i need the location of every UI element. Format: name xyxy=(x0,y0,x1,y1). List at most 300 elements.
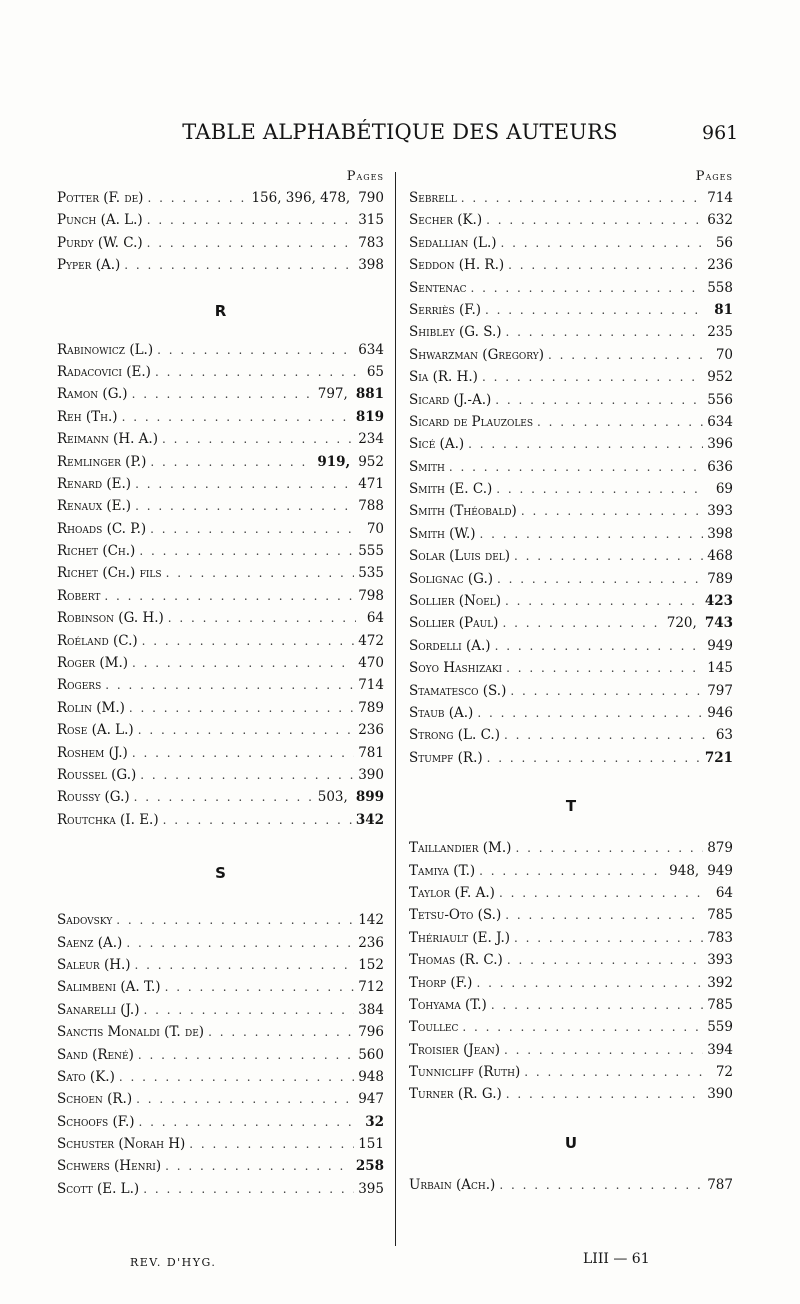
author-name: Stumpf (R.) xyxy=(409,749,483,766)
page-reference: 952 xyxy=(707,369,733,386)
page-reference: 743 xyxy=(704,615,733,632)
index-entry xyxy=(409,997,733,1019)
page-reference: 881 xyxy=(355,386,384,403)
author-name: Serriès (F.) xyxy=(409,301,482,318)
page-reference: 342 xyxy=(355,811,384,828)
author-name: Shibley (G. S.) xyxy=(409,324,502,341)
dot-leader xyxy=(136,1092,354,1106)
index-entry xyxy=(57,610,384,632)
dot-leader xyxy=(147,191,247,205)
index-entry xyxy=(409,727,733,749)
column-divider xyxy=(395,172,396,1246)
dot-leader xyxy=(135,958,355,972)
author-name: Routchka (I. E.) xyxy=(57,811,159,828)
author-name: Renard (E.) xyxy=(57,475,132,492)
dot-leader xyxy=(491,998,703,1012)
page-reference: 70 xyxy=(715,346,733,363)
dot-leader xyxy=(476,976,703,990)
page-reference: 64 xyxy=(715,884,733,901)
page-reference: 632 xyxy=(707,212,733,229)
section-letter-t: T xyxy=(565,797,577,816)
page-reference: 81 xyxy=(714,301,733,318)
dot-leader xyxy=(150,455,313,469)
page-reference: 721 xyxy=(704,749,733,766)
page-reference: 790 xyxy=(358,190,384,206)
author-name: Sicard (J.-A.) xyxy=(409,391,492,408)
dot-leader xyxy=(143,1182,354,1196)
author-name: Sentenac xyxy=(409,279,467,296)
dot-leader xyxy=(162,432,354,446)
author-name: Roger (M.) xyxy=(57,655,129,672)
page-reference: 393 xyxy=(707,503,733,520)
author-name: Saenz (A.) xyxy=(57,934,123,951)
page-reference: 879 xyxy=(707,840,733,857)
dot-leader xyxy=(140,768,354,782)
index-entry xyxy=(57,588,384,610)
author-name: Sordelli (A.) xyxy=(409,637,491,654)
index-entry xyxy=(57,935,384,957)
dot-leader xyxy=(461,191,703,205)
page-reference: 142 xyxy=(358,912,384,929)
dot-leader xyxy=(486,213,703,227)
author-name: Schoen (R.) xyxy=(57,1091,133,1108)
index-entry xyxy=(57,1114,384,1136)
dot-leader xyxy=(548,348,705,362)
author-name: Solignac (G.) xyxy=(409,570,494,587)
dot-leader xyxy=(477,706,703,720)
index-entry xyxy=(57,235,384,257)
author-name: Punch (A. L.) xyxy=(57,212,143,229)
page-reference: 712 xyxy=(358,979,384,996)
index-entry xyxy=(409,459,733,481)
dot-leader xyxy=(105,678,354,692)
footer-volume: LIII — 61 xyxy=(583,1251,650,1267)
author-name: Saleur (H.) xyxy=(57,956,131,973)
author-name: Sand (René) xyxy=(57,1046,134,1063)
page-reference: 714 xyxy=(707,190,733,206)
page-reference: 819 xyxy=(355,408,384,425)
author-name: Robert xyxy=(57,587,101,604)
dot-leader xyxy=(150,522,356,536)
page-reference: 470 xyxy=(358,655,384,672)
dot-leader xyxy=(497,572,703,586)
page-reference: 393 xyxy=(707,952,733,969)
index-entry xyxy=(57,431,384,453)
index-entry xyxy=(409,705,733,727)
page-reference: 32 xyxy=(365,1113,384,1130)
index-entry xyxy=(409,190,733,212)
dot-leader xyxy=(139,1115,356,1129)
page-reference: 946 xyxy=(707,704,733,721)
page-reference: 390 xyxy=(707,1086,733,1103)
additional-pages: 156, 396, 478, xyxy=(251,190,351,206)
author-name: Sollier (Noel) xyxy=(409,593,502,610)
dot-leader xyxy=(515,841,703,855)
dot-leader xyxy=(449,460,703,474)
index-entry xyxy=(409,280,733,302)
author-name: Rose (A. L.) xyxy=(57,722,134,739)
index-entry xyxy=(409,885,733,907)
dot-leader xyxy=(482,370,703,384)
index-entry xyxy=(57,543,384,565)
index-entry xyxy=(57,655,384,677)
author-name: Toullec xyxy=(409,1019,459,1036)
author-name: Seddon (H. R.) xyxy=(409,257,505,274)
dot-leader xyxy=(132,746,354,760)
dot-leader xyxy=(122,410,352,424)
index-entry xyxy=(57,745,384,767)
author-name: Purdy (W. C.) xyxy=(57,234,143,251)
author-name: Sanarelli (J.) xyxy=(57,1001,140,1018)
author-name: Ramon (G.) xyxy=(57,386,128,403)
index-entry xyxy=(409,548,733,570)
author-name: Secher (K.) xyxy=(409,212,483,229)
page-reference: 145 xyxy=(707,660,733,677)
page-reference: 70 xyxy=(366,520,384,537)
page-reference: 787 xyxy=(707,1176,733,1193)
page-reference: 64 xyxy=(366,610,384,627)
dot-leader xyxy=(505,908,703,922)
author-name: Renaux (E.) xyxy=(57,498,132,515)
page-reference: 785 xyxy=(707,996,733,1013)
dot-leader xyxy=(157,343,354,357)
dot-leader xyxy=(147,213,355,227)
dot-leader xyxy=(507,953,703,967)
index-entry xyxy=(409,840,733,862)
index-entry xyxy=(57,1047,384,1069)
index-entry xyxy=(57,812,384,834)
additional-pages: 720, xyxy=(666,615,697,632)
index-entry xyxy=(409,930,733,952)
page-reference: 789 xyxy=(707,570,733,587)
page-reference: 634 xyxy=(358,341,384,358)
section-letter-u: U xyxy=(564,1133,578,1152)
author-name: Tamiya (T.) xyxy=(409,862,476,879)
author-name: Schoofs (F.) xyxy=(57,1113,135,1130)
author-name: Sadovsky xyxy=(57,912,113,929)
dot-leader xyxy=(499,1178,703,1192)
dot-leader xyxy=(487,751,701,765)
dot-leader xyxy=(514,549,703,563)
index-entry xyxy=(57,957,384,979)
section-letter-s: S xyxy=(215,864,226,883)
author-name: Thorp (F.) xyxy=(409,974,473,991)
page-reference: 947 xyxy=(358,1091,384,1108)
dot-leader xyxy=(135,477,354,491)
page-reference: 535 xyxy=(358,565,384,582)
author-name: Rolin (M.) xyxy=(57,699,125,716)
page-reference: 423 xyxy=(704,593,733,610)
page-reference: 151 xyxy=(358,1136,384,1153)
index-entry xyxy=(409,1064,733,1086)
index-entry xyxy=(57,1181,384,1203)
page-reference: 392 xyxy=(707,974,733,991)
dot-leader xyxy=(480,527,704,541)
right-column xyxy=(409,170,733,1199)
dot-leader xyxy=(504,1043,703,1057)
dot-leader xyxy=(508,258,703,272)
dot-leader xyxy=(138,1048,354,1062)
index-entry xyxy=(57,767,384,789)
author-name: Sicard de Plauzoles xyxy=(409,413,534,430)
page-number: 961 xyxy=(702,122,739,144)
index-entry xyxy=(409,347,733,369)
page-reference: 398 xyxy=(358,257,384,274)
page-reference: 558 xyxy=(707,279,733,296)
index-entry xyxy=(409,503,733,525)
author-name: Rhoads (C. P.) xyxy=(57,520,147,537)
index-entry xyxy=(57,476,384,498)
page-reference: 236 xyxy=(358,722,384,739)
index-entry xyxy=(409,1019,733,1041)
additional-pages: 797, xyxy=(317,386,348,403)
page-reference: 152 xyxy=(358,956,384,973)
page-reference: 948 xyxy=(358,1068,384,1085)
dot-leader xyxy=(524,1065,705,1079)
page-reference: 783 xyxy=(358,234,384,251)
page-reference: 69 xyxy=(715,481,733,498)
dot-leader xyxy=(165,980,355,994)
index-entry xyxy=(57,409,384,431)
index-entry xyxy=(57,498,384,520)
author-name: Potter (F. de) xyxy=(57,190,144,206)
author-name: Tunnicliff (Ruth) xyxy=(409,1064,521,1081)
author-name: Salimbeni (A. T.) xyxy=(57,979,161,996)
index-entry xyxy=(57,1069,384,1091)
index-entry xyxy=(409,1042,733,1064)
author-name: Turner (R. G.) xyxy=(409,1086,502,1103)
author-name: Schuster (Norah H) xyxy=(57,1136,186,1153)
index-entry xyxy=(409,660,733,682)
dot-leader xyxy=(468,437,703,451)
dot-leader xyxy=(132,387,314,401)
author-name: Taillandier (M.) xyxy=(409,840,512,857)
page-reference: 952 xyxy=(358,453,384,470)
page-reference: 394 xyxy=(707,1041,733,1058)
dot-leader xyxy=(129,701,354,715)
index-entry xyxy=(409,952,733,974)
index-entry xyxy=(409,392,733,414)
pages-column-label: Pages xyxy=(695,169,733,184)
author-name: Sato (K.) xyxy=(57,1068,115,1085)
page-reference: 555 xyxy=(358,543,384,560)
dot-leader xyxy=(479,864,665,878)
page-reference: 781 xyxy=(358,744,384,761)
page-reference: 949 xyxy=(707,862,733,879)
page-reference: 636 xyxy=(707,458,733,475)
index-entry xyxy=(57,342,384,364)
index-entry xyxy=(409,436,733,458)
dot-leader xyxy=(189,1137,354,1151)
page-reference: 65 xyxy=(366,363,384,380)
additional-pages: 503, xyxy=(317,789,348,806)
index-entry xyxy=(57,700,384,722)
author-name: Smith (E. C.) xyxy=(409,481,493,498)
page-reference: 785 xyxy=(707,907,733,924)
page-reference: 788 xyxy=(358,498,384,515)
author-name: Sollier (Paul) xyxy=(409,615,499,632)
dot-leader xyxy=(208,1025,354,1039)
index-entry xyxy=(57,565,384,587)
author-name: Troisier (Jean) xyxy=(409,1041,500,1058)
dot-leader xyxy=(124,258,354,272)
page-reference: 783 xyxy=(707,929,733,946)
page-reference: 56 xyxy=(715,234,733,251)
dot-leader xyxy=(119,1070,354,1084)
page-reference: 634 xyxy=(707,413,733,430)
page-title: TABLE ALPHABÉTIQUE DES AUTEURS xyxy=(182,120,618,144)
dot-leader xyxy=(166,566,355,580)
author-name: Pyper (A.) xyxy=(57,257,121,274)
index-entry xyxy=(409,593,733,615)
page-reference: 235 xyxy=(707,324,733,341)
pages-column-label: Pages xyxy=(346,169,384,184)
index-entry xyxy=(57,1024,384,1046)
index-entry xyxy=(57,1158,384,1180)
author-name: Roussy (G.) xyxy=(57,789,130,806)
page-reference: 556 xyxy=(707,391,733,408)
dot-leader xyxy=(506,1087,703,1101)
dot-leader xyxy=(495,639,704,653)
section-letter-r: R xyxy=(214,301,227,320)
index-entry xyxy=(57,633,384,655)
dot-leader xyxy=(168,611,356,625)
author-name: Sia (R. H.) xyxy=(409,369,478,386)
page-reference: 72 xyxy=(715,1064,733,1081)
page-reference: 714 xyxy=(358,677,384,694)
page-reference: 258 xyxy=(355,1158,384,1175)
author-name: Smith (Théobald) xyxy=(409,503,517,520)
index-entry xyxy=(57,912,384,934)
index-entry xyxy=(409,481,733,503)
dot-leader xyxy=(506,661,703,675)
dot-leader xyxy=(537,415,703,429)
page-reference: 797 xyxy=(707,682,733,699)
dot-leader xyxy=(116,913,354,927)
footer-journal: REV. D'HYG. xyxy=(130,1256,217,1269)
dot-leader xyxy=(510,684,703,698)
author-name: Richet (Ch.) fils xyxy=(57,565,162,582)
index-entry xyxy=(57,677,384,699)
left-column xyxy=(57,170,384,1203)
author-name: Sedallian (L.) xyxy=(409,234,497,251)
author-name: Robinson (G. H.) xyxy=(57,610,164,627)
index-entry xyxy=(57,722,384,744)
dot-leader xyxy=(504,728,705,742)
page-reference: 472 xyxy=(358,632,384,649)
author-name: Rabinowicz (L.) xyxy=(57,341,154,358)
index-entry xyxy=(409,235,733,257)
page-reference: 398 xyxy=(707,525,733,542)
page-reference: 390 xyxy=(358,766,384,783)
dot-leader xyxy=(505,594,701,608)
index-entry xyxy=(57,789,384,811)
dot-leader xyxy=(132,656,354,670)
page-reference: 789 xyxy=(358,699,384,716)
dot-leader xyxy=(165,1159,352,1173)
additional-pages: 948, xyxy=(669,862,700,879)
index-entry xyxy=(409,975,733,997)
index-entry xyxy=(409,1177,733,1199)
index-entry xyxy=(57,212,384,234)
author-name: Shwarzman (Gregory) xyxy=(409,346,544,363)
page-reference: 395 xyxy=(358,1180,384,1197)
index-entry xyxy=(409,571,733,593)
page-reference: 236 xyxy=(358,934,384,951)
dot-leader xyxy=(163,813,352,827)
author-name: Sebrell xyxy=(409,190,457,206)
index-entry xyxy=(409,324,733,346)
page-reference: 949 xyxy=(707,637,733,654)
author-name: Reh (Th.) xyxy=(57,408,118,425)
page-reference: 471 xyxy=(358,475,384,492)
author-name: Rogers xyxy=(57,677,102,694)
index-entry xyxy=(409,683,733,705)
index-entry xyxy=(57,979,384,1001)
author-name: Staub (A.) xyxy=(409,704,474,721)
index-entry xyxy=(409,526,733,548)
page-reference: 236 xyxy=(707,257,733,274)
dot-leader xyxy=(521,504,703,518)
dot-leader xyxy=(502,616,662,630)
author-name: Smith (W.) xyxy=(409,525,476,542)
dot-leader xyxy=(143,1003,354,1017)
index-entry xyxy=(409,257,733,279)
page-reference: 384 xyxy=(358,1001,384,1018)
index-entry xyxy=(57,454,384,476)
dot-leader xyxy=(142,634,355,648)
author-name: Thériault (E. J.) xyxy=(409,929,511,946)
author-name: Radacovici (E.) xyxy=(57,363,151,380)
dot-leader xyxy=(147,236,355,250)
index-entry xyxy=(409,907,733,929)
author-name: Thomas (R. C.) xyxy=(409,952,503,969)
author-name: Sicé (A.) xyxy=(409,436,465,453)
dot-leader xyxy=(462,1020,703,1034)
page-reference: 796 xyxy=(358,1024,384,1041)
index-entry xyxy=(57,364,384,386)
index-entry xyxy=(409,750,733,772)
dot-leader xyxy=(496,482,705,496)
dot-leader xyxy=(501,236,706,250)
page-reference: 468 xyxy=(707,548,733,565)
dot-leader xyxy=(126,936,354,950)
index-entry xyxy=(409,1086,733,1108)
page-reference: 798 xyxy=(358,587,384,604)
author-name: Tohyama (T.) xyxy=(409,996,487,1013)
dot-leader xyxy=(104,589,354,603)
additional-pages: 919, xyxy=(317,453,351,470)
dot-leader xyxy=(155,365,356,379)
page-reference: 559 xyxy=(707,1019,733,1036)
page-reference: 234 xyxy=(358,431,384,448)
dot-leader xyxy=(514,931,703,945)
dot-leader xyxy=(485,303,705,317)
author-name: Scott (E. L.) xyxy=(57,1180,140,1197)
author-name: Smith xyxy=(409,458,445,475)
author-name: Remlinger (P.) xyxy=(57,453,147,470)
author-name: Solar (Luis del) xyxy=(409,548,511,565)
page-reference: 899 xyxy=(355,789,384,806)
index-entry xyxy=(409,615,733,637)
author-name: Tetsu-Oto (S.) xyxy=(409,907,502,924)
dot-leader xyxy=(138,723,355,737)
author-name: Reimann (H. A.) xyxy=(57,431,158,448)
author-name: Taylor (F. A.) xyxy=(409,884,495,901)
dot-leader xyxy=(139,544,354,558)
index-entry xyxy=(409,302,733,324)
index-entry xyxy=(57,1002,384,1024)
